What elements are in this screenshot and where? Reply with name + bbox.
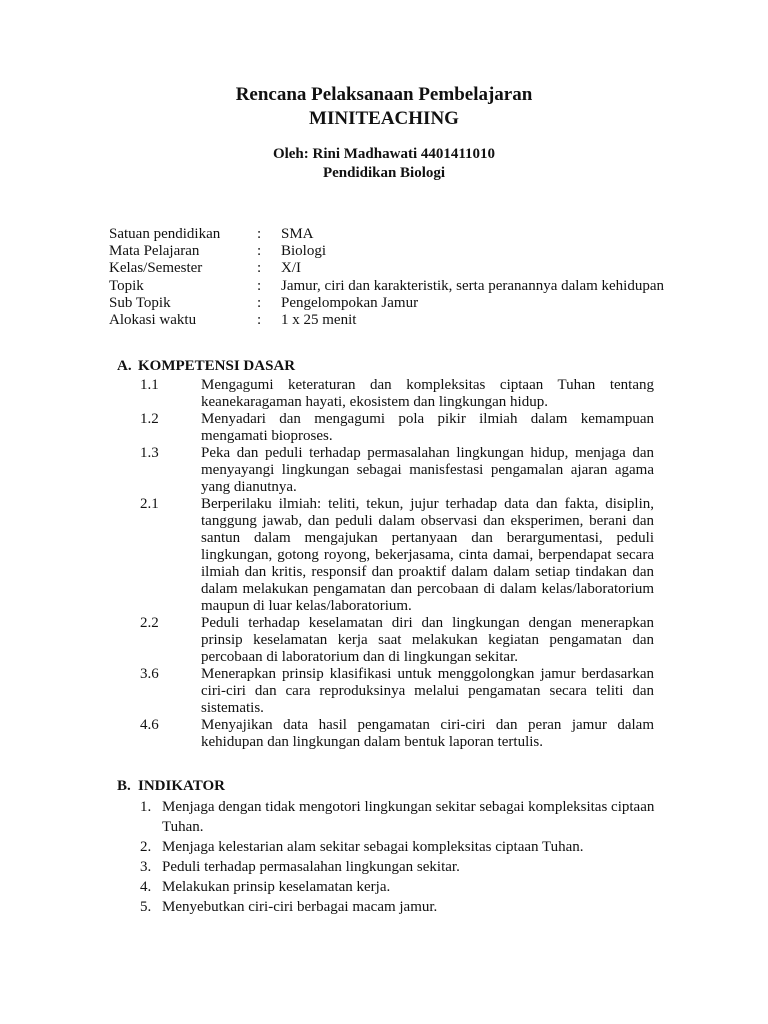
identity-colon: :: [257, 260, 262, 277]
identity-label: Kelas/Semester: [109, 260, 203, 277]
identity-value: Biologi: [281, 243, 327, 260]
item-number: 4.: [140, 879, 152, 895]
item-text: Menyebutkan ciri-ciri berbagai macam jamur.: [162, 899, 438, 915]
list-item: [140, 411, 654, 445]
identity-label: Topik: [109, 277, 144, 294]
identity-label: Mata Pelajaran: [109, 243, 200, 260]
item-text: Mengagumi keteraturan dan kompleksitas ciptaan Tuhan tentang keanekaragaman hayati, ekosistem dan lingkungan hidup.: [201, 377, 654, 410]
identity-row: [109, 243, 664, 260]
identity-table: [109, 226, 664, 329]
document-subtitle: MINITEACHING: [309, 108, 459, 129]
list-item: [140, 445, 654, 496]
identity-row: [109, 260, 664, 277]
item-number: 2.: [140, 839, 152, 855]
item-text: Menjaga kelestarian alam sekitar sebagai kompleksitas ciptaan Tuhan.: [162, 839, 584, 855]
list-item: [140, 496, 654, 615]
identity-label: Alokasi waktu: [109, 312, 197, 329]
list-item: [140, 857, 680, 877]
section-letter: B.: [117, 778, 131, 794]
identity-row: [109, 278, 664, 295]
list-item: [140, 797, 680, 837]
item-number: 2.1: [140, 496, 159, 512]
identity-colon: :: [257, 226, 262, 242]
item-number: 3.: [140, 859, 152, 875]
identity-colon: :: [257, 243, 262, 260]
document-author: Oleh: Rini Madhawati 4401411010: [272, 146, 496, 162]
identity-row: [109, 226, 664, 243]
item-text: Peka dan peduli terhadap permasalahan lingkungan hidup, menjaga dan menyayangi lingkungan sebagai manisfestasi pengamalan ajaran agama yang dianutnya.: [201, 445, 654, 495]
item-text: Menjaga dengan tidak mengotori lingkungan sekitar sebagai kompleksitas ciptaan Tuhan.: [162, 799, 655, 835]
list-item: [140, 877, 680, 897]
identity-value: 1 x 25 menit: [281, 312, 357, 329]
identity-colon: :: [257, 312, 262, 329]
item-text: Berperilaku ilmiah: teliti, tekun, jujur terhadap data dan fakta, disiplin, tanggung jawab, dan peduli dalam observasi dan eksperimen, berani dan santun dalam mengajukan pertanyaan dan berargumentasi, peduli lingkungan, gotong royong, bekerjasama, cinta damai, berpendapat secara ilmiah dan kritis, responsif dan proaktif dalam dalam setiap tindakan dan dalam melakukan pengamatan dan percobaan di dalam kelas/laboratorium maupun di luar kelas/laboratorium.: [201, 496, 654, 614]
list-item: [140, 717, 654, 751]
identity-row: [109, 312, 664, 329]
indikator-list: [140, 797, 680, 917]
document-department: Pendidikan Biologi: [322, 165, 446, 181]
item-number: 1.2: [140, 411, 159, 427]
identity-value: Jamur, ciri dan karakteristik, serta peranannya dalam kehidupan: [281, 277, 664, 294]
identity-colon: :: [257, 277, 262, 294]
item-number: 5.: [140, 899, 152, 915]
item-text: Melakukan prinsip keselamatan kerja.: [162, 879, 391, 895]
section-title: KOMPETENSI DASAR: [138, 358, 296, 374]
section-letter: A.: [117, 358, 132, 374]
document-title: Rencana Pelaksanaan Pembelajaran: [235, 84, 533, 105]
list-item: [140, 837, 680, 857]
item-text: Menyadari dan mengagumi pola pikir ilmiah dalam kemampuan mengamati bioproses.: [201, 411, 654, 444]
item-number: 1.: [140, 799, 152, 815]
identity-label: Sub Topik: [109, 294, 171, 311]
list-item: [140, 897, 680, 917]
list-item: [140, 615, 654, 666]
item-number: 4.6: [140, 717, 159, 733]
item-text: Peduli terhadap keselamatan diri dan lingkungan dengan menerapkan prinsip keselamatan kerja saat melakukan kegiatan pengamatan dan percobaan di laboratorium dan di lingkungan sekitar.: [201, 615, 654, 665]
item-number: 1.3: [140, 445, 159, 461]
identity-label: Satuan pendidikan: [109, 226, 221, 242]
section-heading-kompetensi: [117, 358, 295, 375]
list-item: [140, 377, 654, 411]
kompetensi-list: [140, 377, 654, 751]
section-title: INDIKATOR: [138, 778, 225, 794]
identity-value: X/I: [281, 260, 301, 277]
item-number: 1.1: [140, 377, 159, 393]
item-text: Menyajikan data hasil pengamatan ciri-ciri dan peran jamur dalam kehidupan dan lingkungan dalam bentuk laporan tertulis.: [201, 717, 654, 750]
identity-value: Pengelompokan Jamur: [281, 294, 419, 311]
identity-row: [109, 295, 664, 312]
list-item: [140, 666, 654, 717]
item-text: Peduli terhadap permasalahan lingkungan sekitar.: [162, 859, 460, 875]
identity-colon: :: [257, 294, 262, 311]
identity-value: SMA: [281, 226, 314, 242]
item-number: 3.6: [140, 666, 159, 682]
item-text: Menerapkan prinsip klasifikasi untuk menggolongkan jamur berdasarkan ciri-ciri dan cara reproduksinya melalui pengamatan secara teliti dan sistematis.: [201, 666, 654, 716]
section-heading-indikator: [117, 778, 225, 795]
item-number: 2.2: [140, 615, 159, 631]
